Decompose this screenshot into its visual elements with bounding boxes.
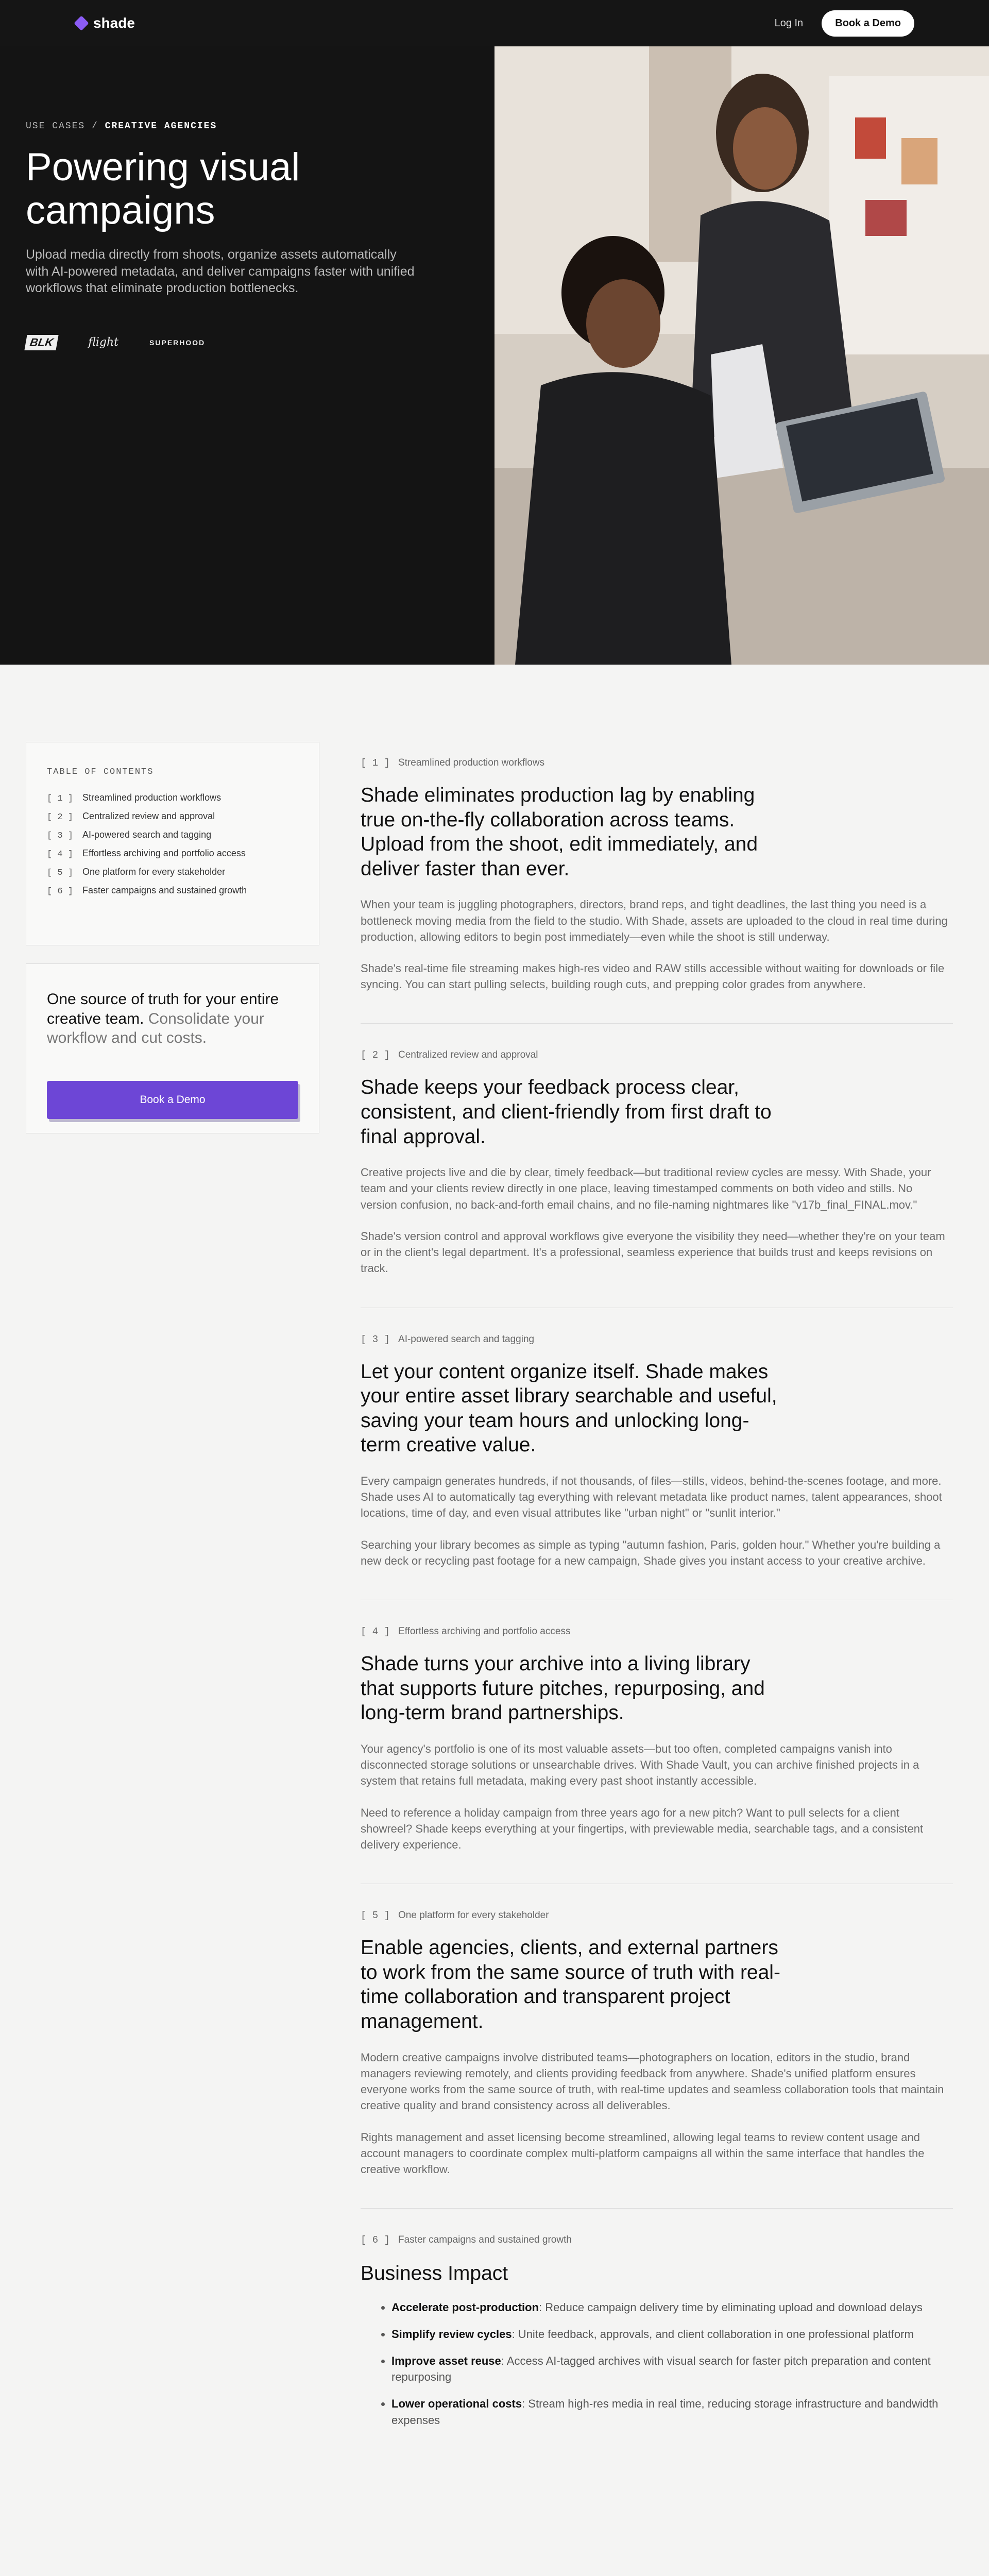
toc-number: [ 5 ] xyxy=(47,868,74,878)
section-tag-label: One platform for every stakeholder xyxy=(398,1910,549,1921)
toc-item[interactable] xyxy=(47,811,298,822)
cta-heading-main: One source of truth for your entire creative team. xyxy=(47,991,279,1027)
toc-label: AI-powered search and tagging xyxy=(82,829,212,840)
toc-title: TABLE OF CONTENTS xyxy=(47,767,154,777)
impact-item-text: : Unite feedback, approvals, and client collaboration in one professional platform xyxy=(511,2327,914,2341)
section-paragraph: Your agency's portfolio is one of its most valuable assets—but too often, completed campaigns vanish into disconnected storage solutions or unsearchable drives. With Shade Vault, you can archive finished projects in a system that retains full metadata, making every past shoot instantly accessible. xyxy=(361,1742,919,1788)
login-link[interactable]: Log In xyxy=(774,17,804,29)
section-tag-label: Effortless archiving and portfolio access xyxy=(398,1626,571,1637)
section-tag-label: Faster campaigns and sustained growth xyxy=(398,2234,572,2246)
section-tag xyxy=(361,2234,953,2246)
toc-label: Faster campaigns and sustained growth xyxy=(82,885,247,895)
section-tag-label: Centralized review and approval xyxy=(398,1049,538,1061)
impact-item-title: Improve asset reuse xyxy=(391,2354,501,2367)
page-title: Powering visual campaigns xyxy=(26,145,300,232)
section-tag xyxy=(361,1910,953,1921)
impact-item-text: : Access AI-tagged archives with visual search for faster pitch preparation and content repurposing xyxy=(391,2354,931,2384)
toc-label: One platform for every stakeholder xyxy=(82,867,226,877)
toc-number: [ 6 ] xyxy=(47,887,74,896)
impact-item-text: : Reduce campaign delivery time by eliminating upload and download delays xyxy=(539,2300,923,2314)
sidebar-cta xyxy=(26,963,319,1133)
section-paragraph: Need to reference a holiday campaign from three years ago for a new pitch? Want to pull selects for a client showreel? Shade keeps everything at your fingertips, with previewable media, searchable tags, and a consistent delivery experience. xyxy=(361,1806,924,1852)
toc-item[interactable] xyxy=(47,848,298,859)
top-nav xyxy=(0,0,989,46)
section-tag xyxy=(361,757,953,769)
section-review xyxy=(361,1049,953,1308)
section-tag xyxy=(361,1626,953,1637)
section-paragraph: Shade's real-time file streaming makes high-res video and RAW stills accessible without waiting for downloads or file syncing. You can start pulling selects, building rough cuts, and prepping color grades from anywhere. xyxy=(361,962,945,991)
section-heading: Let your content organize itself. Shade makes your entire asset library searchable and useful, saving your team hours and unlocking long-term creative value. xyxy=(361,1360,777,1456)
book-demo-button[interactable]: Book a Demo xyxy=(47,1081,298,1119)
toc-number: [ 3 ] xyxy=(47,831,74,841)
toc-number: [ 1 ] xyxy=(47,794,74,804)
section-heading: Shade eliminates production lag by enabling true on-the-fly collaboration across teams. Upload from the shoot, edit immediately, and deliver faster than ever. xyxy=(361,784,758,880)
breadcrumb-parent[interactable]: USE CASES / xyxy=(26,121,98,131)
section-number: [ 4 ] xyxy=(361,1626,390,1638)
cta-heading-muted: Consolidate your workflow and cut costs. xyxy=(47,1010,264,1046)
table-of-contents xyxy=(26,742,319,945)
client-logos xyxy=(26,335,474,350)
section-production xyxy=(361,757,953,1024)
section-number: [ 3 ] xyxy=(361,1333,390,1345)
logo-text: shade xyxy=(93,15,135,31)
toc-item[interactable] xyxy=(47,885,298,896)
section-paragraph: Modern creative campaigns involve distributed teams—photographers on location, editors in the studio, brand managers reviewing remotely, and clients providing feedback from anywhere. Shade's unified platform ensures everyone works from the same source of truth, with real-time updates and seamless collaboration tools that maintain creative quality and brand consistency across all deliverables. xyxy=(361,2050,944,2112)
hero-subtitle: Upload media directly from shoots, organize assets automatically with AI-powered metadata, and deliver campaigns faster with unified workflows that eliminate production bottlenecks. xyxy=(26,247,415,296)
section-tag xyxy=(361,1334,953,1345)
section-heading: Shade turns your archive into a living library that supports future pitches, repurposing, and long-term brand partnerships. xyxy=(361,1653,765,1724)
toc-label: Streamlined production workflows xyxy=(82,792,221,803)
logo-icon xyxy=(74,15,89,30)
logo[interactable] xyxy=(75,15,135,31)
impact-item-title: Accelerate post-production xyxy=(391,2300,539,2314)
toc-label: Centralized review and approval xyxy=(82,811,215,821)
nav-actions xyxy=(775,10,914,37)
breadcrumb-current: CREATIVE AGENCIES xyxy=(105,121,217,131)
section-number: [ 1 ] xyxy=(361,757,390,769)
hero-content xyxy=(26,121,474,350)
section-archiving xyxy=(361,1626,953,1884)
client-logo: BLK xyxy=(24,335,59,350)
section-paragraph: Shade's version control and approval workflows give everyone the visibility they need—whether they're on your team or in the client's legal department. It's a professional, seamless experience that builds trust and keeps revisions on track. xyxy=(361,1229,945,1275)
impact-item xyxy=(391,2326,948,2343)
article-sections xyxy=(361,757,953,2496)
impact-item xyxy=(391,2299,948,2316)
client-logo: SUPERHOOD xyxy=(149,338,206,347)
section-heading: Shade keeps your feedback process clear, consistent, and client-friendly from first draft to final approval. xyxy=(361,1076,772,1148)
cta-heading xyxy=(47,990,298,1048)
toc-number: [ 4 ] xyxy=(47,850,74,859)
toc-item[interactable] xyxy=(47,792,298,804)
section-paragraph: Rights management and asset licensing become streamlined, allowing legal teams to review content usage and account managers to coordinate complex multi-platform campaigns all within the same interface that handles the creative workflow. xyxy=(361,2130,925,2176)
impact-item xyxy=(391,2396,948,2429)
section-business-impact xyxy=(361,2234,953,2470)
impact-list xyxy=(361,2299,953,2429)
breadcrumb xyxy=(26,121,474,131)
impact-item xyxy=(391,2353,948,2386)
section-paragraph: When your team is juggling photographers, directors, brand reps, and tight deadlines, the last thing you need is a bottleneck moving media from the field to the studio. With Shade, assets are uploaded to the cloud in real time during production, allowing editors to begin post immediately—even while the shoot is still underway. xyxy=(361,898,948,943)
hero-image xyxy=(494,45,989,665)
hero xyxy=(0,0,989,665)
section-number: [ 5 ] xyxy=(361,1910,390,1922)
client-logo: flight xyxy=(88,336,119,349)
impact-item-title: Lower operational costs xyxy=(391,2397,522,2411)
section-tag xyxy=(361,1049,953,1061)
section-tag-label: AI-powered search and tagging xyxy=(398,1333,535,1345)
section-paragraph: Searching your library becomes as simple as typing "autumn fashion, Paris, golden hour." Whether you're building a new deck or recycling past footage for a new campaign, Shade gives you instant access to your creative archive. xyxy=(361,1538,941,1567)
section-tag-label: Streamlined production workflows xyxy=(398,757,545,768)
toc-label: Effortless archiving and portfolio access xyxy=(82,848,246,858)
toc-number: [ 2 ] xyxy=(47,812,74,822)
impact-item-title: Simplify review cycles xyxy=(391,2327,512,2341)
book-demo-button[interactable]: Book a Demo xyxy=(822,10,914,37)
section-stakeholders xyxy=(361,1910,953,2209)
section-number: [ 6 ] xyxy=(361,2234,390,2246)
section-paragraph: Creative projects live and die by clear, timely feedback—but traditional review cycles are messy. With Shade, your team and your clients review directly in one place, leaving timestamped comments on both video and stills. No version confusion, no back-and-forth email chains, and no file-naming nightmares like "v17b_final_FINAL.mov." xyxy=(361,1166,931,1211)
section-paragraph: Every campaign generates hundreds, if not thousands, of files—stills, videos, behind-the-scenes footage, and more. Shade uses AI to automatically tag everything with relevant metadata like product names, talent appearances, shoot locations, time of day, and even visual attributes like "urban night" or "sunlit interior." xyxy=(361,1474,942,1520)
toc-item[interactable] xyxy=(47,867,298,878)
section-search xyxy=(361,1334,953,1600)
impact-item-text: : Stream high-res media in real time, reducing storage infrastructure and bandwidth expenses xyxy=(391,2397,939,2427)
section-heading: Enable agencies, clients, and external partners to work from the same source of truth with real-time collaboration and transparent project management. xyxy=(361,1937,780,2032)
section-heading: Business Impact xyxy=(361,2262,508,2285)
section-number: [ 2 ] xyxy=(361,1049,390,1061)
toc-item[interactable] xyxy=(47,829,298,841)
